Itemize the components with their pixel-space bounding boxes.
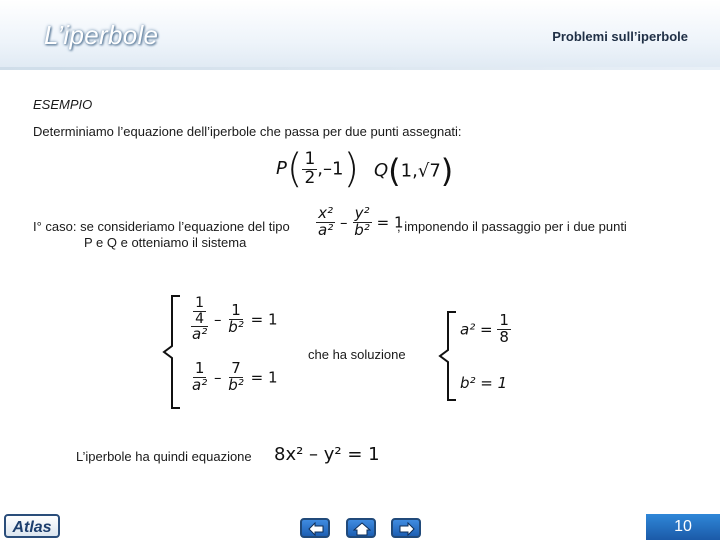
eq-minus: – — [340, 213, 348, 232]
eq2-den-b: b² — [228, 375, 244, 394]
eq1-coef-den: 4 — [195, 310, 205, 327]
solution-brace — [436, 310, 458, 402]
final-label: L’iperbole ha quindi equazione — [76, 449, 252, 464]
forward-button[interactable] — [391, 518, 421, 538]
slide-subtitle: Problemi sull’iperbole — [552, 29, 688, 44]
eq2-num-a: 1 — [194, 359, 205, 377]
point-q: Q(1,√7) — [374, 152, 454, 190]
point-p-y: –1 — [323, 158, 344, 180]
point-q-y: √7 — [417, 160, 441, 182]
intro-text: Determiniamo l’equazione dell’iperbole che passa per due punti assegnati: — [33, 124, 462, 139]
eq-den2: b² — [354, 220, 370, 239]
eq1-num-b: 1 — [231, 301, 241, 320]
sol-a-eq: = — [480, 320, 493, 339]
case-text-after: , imponendo il passaggio per i due punti — [397, 219, 627, 234]
page-number: 10 — [646, 514, 720, 540]
eq-rhs: = 1 — [376, 213, 404, 232]
sol-a-lhs: a² — [460, 320, 476, 339]
system-eq2 — [190, 361, 278, 394]
sol-a-num: 1 — [499, 311, 509, 329]
eq1-den-b: b² — [228, 318, 244, 337]
home-button[interactable] — [346, 518, 376, 538]
eq1-coef-num: 1 — [195, 295, 205, 311]
eq-num2: y² — [354, 204, 370, 222]
example-label: ESEMPIO — [33, 97, 93, 112]
solution-label: che ha soluzione — [308, 347, 406, 362]
point-p-name: P — [276, 158, 287, 179]
point-p-x-den: 2 — [304, 167, 316, 188]
back-arrow-icon — [307, 522, 325, 536]
solution-b: b² = 1 — [460, 374, 508, 392]
eq-den1: a² — [318, 220, 334, 239]
case-text-line1: I° caso: se consideriamo l’equazione del tipo — [33, 219, 290, 234]
system-brace — [160, 294, 182, 410]
eq1-den-a: a² — [192, 325, 208, 344]
slide-title: L’iperbole — [44, 20, 159, 50]
back-button[interactable] — [300, 518, 330, 538]
point-q-x: 1 — [400, 160, 413, 182]
point-q-name: Q — [374, 160, 389, 181]
eq1-rhs: = 1 — [250, 310, 278, 329]
case-text-line2: P e Q e otteniamo il sistema — [84, 235, 247, 250]
home-icon — [353, 522, 371, 536]
solution-a — [460, 313, 511, 346]
system-eq1 — [190, 296, 278, 343]
final-equation: 8x² – y² = 1 — [274, 444, 380, 465]
eq-num1: x² — [318, 204, 334, 222]
point-p-x-num: 1 — [304, 148, 316, 169]
eq2-den-a: a² — [192, 375, 208, 394]
point-p: P( $\frac{1}{2}$ ,–1) — [276, 146, 360, 192]
eq2-num-b: 7 — [231, 359, 241, 377]
eq2-rhs: = 1 — [250, 368, 278, 387]
sol-a-den: 8 — [499, 327, 509, 346]
header-bar — [0, 0, 720, 70]
eq2-minus: – — [214, 368, 222, 387]
hyperbola-equation — [316, 206, 404, 239]
atlas-logo: Atlas — [4, 514, 60, 538]
forward-arrow-icon — [398, 522, 416, 536]
eq1-minus: – — [214, 310, 222, 329]
